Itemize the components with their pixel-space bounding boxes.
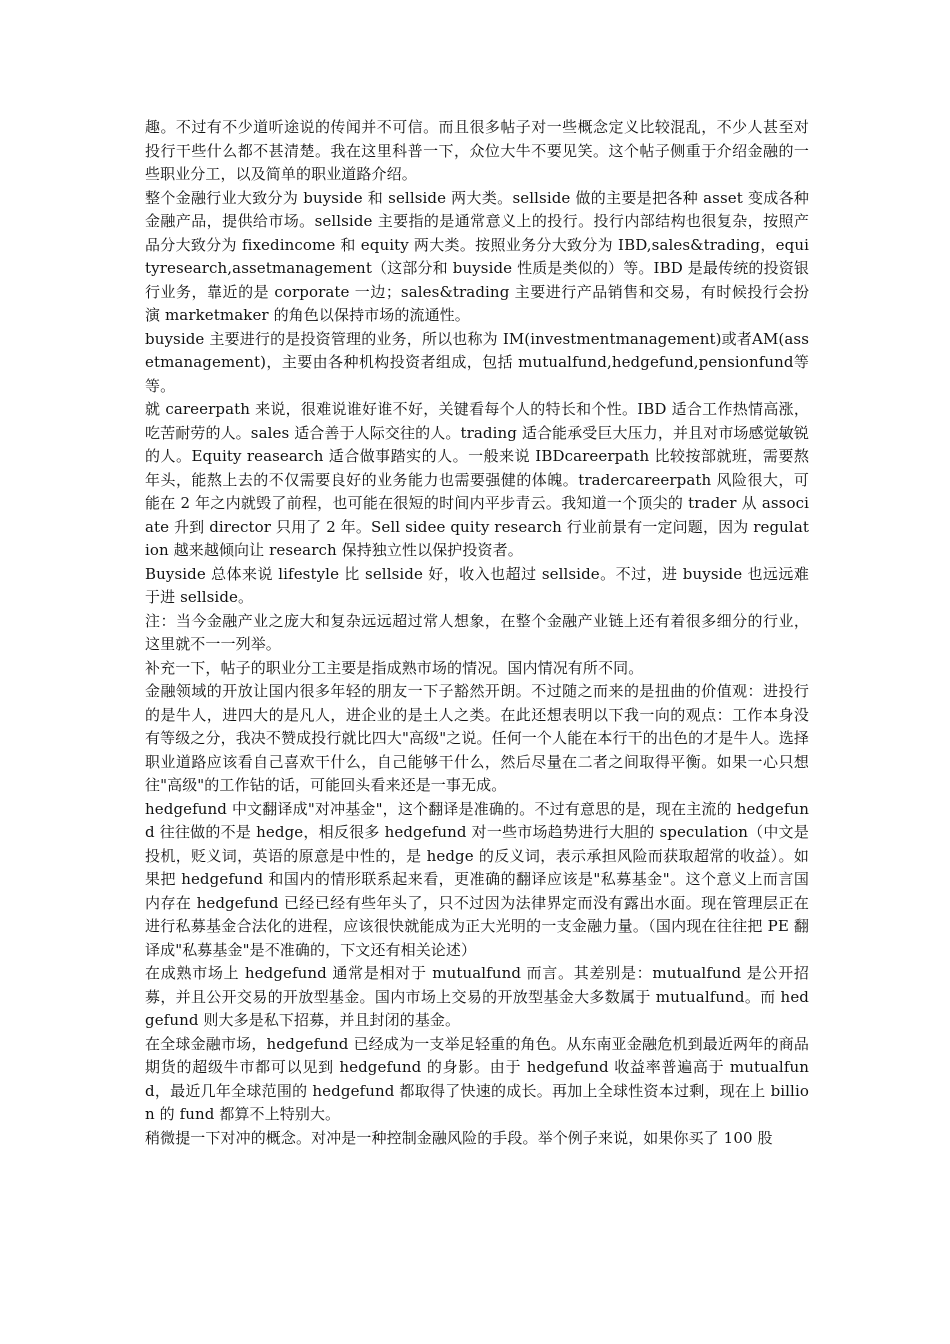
paragraph-10: 在成熟市场上 hedgefund 通常是相对于 mutualfund 而言。其差别是：mutualfund 是公开招募，并且公开交易的开放型基金。国内市场上交易的开放型基金大多数属于 mutualfund。而 hedgefund 则大多是私下招募，并且封闭的基金。 <box>145 964 809 1029</box>
paragraph-8: 金融领域的开放让国内很多年轻的朋友一下子豁然开朗。不过随之而来的是扭曲的价值观：进投行的是牛人，进四大的是凡人，进企业的是土人之类。在此还想表明以下我一向的观点：工作本身没有等级之分，我决不赞成投行就比四大"高级"之说。任何一个人能在本行干的出色的才是牛人。选择职业道路应该看自己喜欢干什么，自己能够干什么，然后尽量在二者之间取得平衡。如果一心只想往"高级"的工作钻的话，可能回头看来还是一事无成。 <box>145 682 809 794</box>
paragraph-3: buyside 主要进行的是投资管理的业务，所以也称为 IM(investmentmanagement)或者AM(assetmanagement)，主要由各种机构投资者组成，包括 mutualfund,hedgefund,pensionfund等等。 <box>145 329 809 395</box>
paragraph-11: 在全球金融市场，hedgefund 已经成为一支举足轻重的角色。从东南亚金融危机到最近两年的商品期货的超级牛市都可以见到 hedgefund 的身影。由于 hedgefund 收益率普遍高于 mutualfund，最近几年全球范围的 hedgefund 都取得了快速的成长。再加上全球性资本过剩，现在上 billion 的 fund 都算不上特别大。 <box>145 1034 809 1123</box>
paragraph-12: 稍微提一下对冲的概念。对冲是一种控制金融风险的手段。举个例子来说，如果你买了 100 股 <box>145 1128 773 1147</box>
paragraph-7: 补充一下，帖子的职业分工主要是指成熟市场的情况。国内情况有所不同。 <box>145 658 644 677</box>
paragraph-5: Buyside 总体来说 lifestyle 比 sellside 好，收入也超过 sellside。不过，进 buyside 也远远难于进 sellside。 <box>145 564 809 606</box>
document-page <box>145 116 809 1150</box>
paragraph-6: 注：当今金融产业之庞大和复杂远远超过常人想象，在整个金融产业链上还有着很多细分的行业，这里就不一一列举。 <box>145 611 809 653</box>
paragraph-4: 就 careerpath 来说，很难说谁好谁不好，关键看每个人的特长和个性。IBD 适合工作热情高涨，吃苦耐劳的人。sales 适合善于人际交往的人。trading 适合能承受巨大压力，并且对市场感觉敏锐的人。Equity reasearch 适合做事踏实的人。一般来说 IBDcareerpath 比较按部就班，需要熬年头，能熬上去的不仅需要良好的业务能力也需要强健的体魄。tradercareerpath 风险很大，可能在 2 年之内就毁了前程，也可能在很短的时间内平步青云。我知道一个顶尖的 trader 从 associate 升到 director 只用了 2 年。Sell sidee quity research 行业前景有一定问题，因为 regulation 越来越倾向让 research 保持独立性以保护投资者。 <box>145 400 809 559</box>
paragraph-9: hedgefund 中文翻译成"对冲基金"，这个翻译是准确的。不过有意思的是，现在主流的 hedgefund 往往做的不是 hedge，相反很多 hedgefund 对一些市场趋势进行大胆的 speculation（中文是投机，贬义词，英语的原意是中性的，是 hedge 的反义词，表示承担风险而获取超常的收益）。如果把 hedgefund 和国内的情形联系起来看，更准确的翻译应该是"私募基金"。这个意义上而言国内存在 hedgefund 已经已经有些年头了，只不过因为法律界定而没有露出水面。现在管理层正在进行私募基金合法化的进程，应该很快就能成为正大光明的一支金融力量。（国内现在往往把 PE 翻译成"私募基金"是不准确的，下文还有相关论述） <box>145 799 809 959</box>
paragraph-2: 整个金融行业大致分为 buyside 和 sellside 两大类。sellside 做的主要是把各种 asset 变成各种金融产品，提供给市场。sellside 主要指的是通常意义上的投行。投行内部结构也很复杂，按照产品分大致分为 fixedincome 和 equity 两大类。按照业务分大致分为 IBD,sales&trading，equityresearch,assetmanagement（这部分和 buyside 性质是类似的）等。IBD 是最传统的投资银行业务，靠近的是 corporate 一边；sales&trading 主要进行产品销售和交易，有时候投行会扮演 marketmaker 的角色以保持市场的流通性。 <box>145 188 809 324</box>
paragraph-1: 趣。不过有不少道听途说的传闻并不可信。而且很多帖子对一些概念定义比较混乱，不少人甚至对投行干些什么都不甚清楚。我在这里科普一下，众位大牛不要见笑。这个帖子侧重于介绍金融的一些职业分工，以及简单的职业道路介绍。 <box>145 118 809 183</box>
